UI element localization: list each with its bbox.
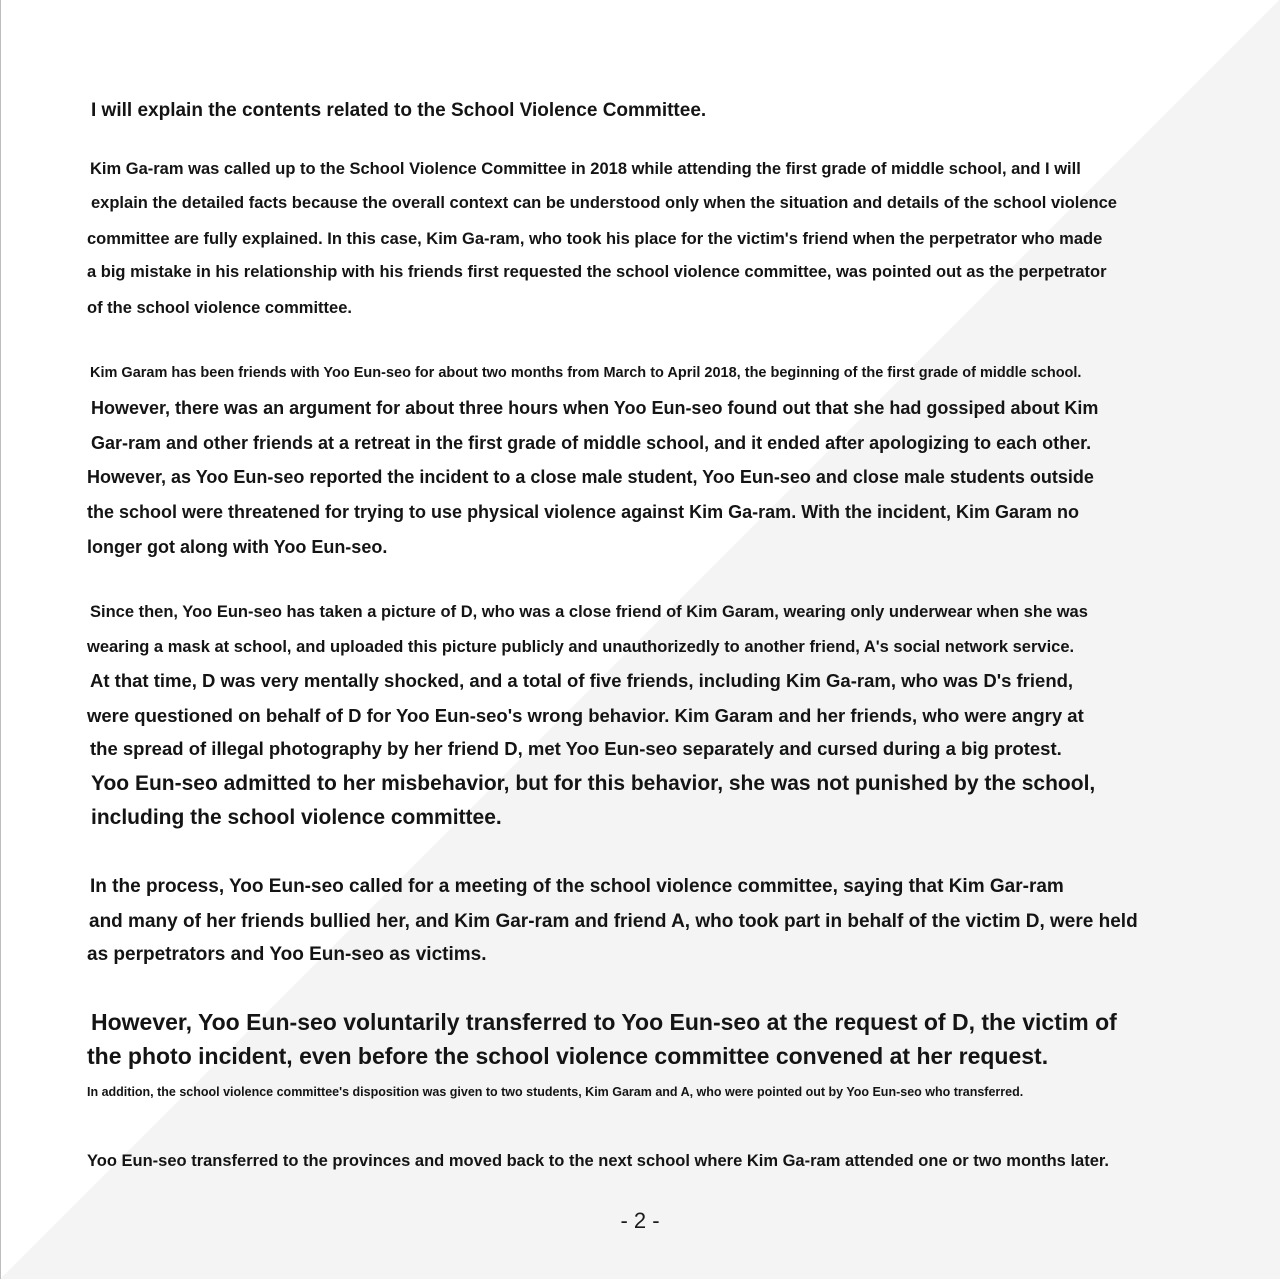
paragraph-line: the spread of illegal photography by her friend D, met Yoo Eun-seo separately and cursed during a big protest.: [90, 738, 1062, 759]
section-heading: I will explain the contents related to the School Violence Committee.: [91, 100, 707, 121]
paragraph-line: were questioned on behalf of D for Yoo Eun-seo's wrong behavior. Kim Garam and her friends, who were angry at: [87, 705, 1084, 726]
paragraph-line: the photo incident, even before the school violence committee convened at her request.: [87, 1043, 1049, 1069]
paragraph-line: Gar-ram and other friends at a retreat in the first grade of middle school, and it ended after apologizing to each other.: [91, 433, 1092, 453]
paragraph-line: wearing a mask at school, and uploaded this picture publicly and unauthorizedly to another friend, A's social network service.: [87, 638, 1075, 656]
paragraph-line: including the school violence committee.: [91, 806, 502, 829]
paragraph-line: Since then, Yoo Eun-seo has taken a picture of D, who was a close friend of Kim Garam, wearing only underwear when she was: [90, 603, 1088, 621]
paragraph-line: However, Yoo Eun-seo voluntarily transferred to Yoo Eun-seo at the request of D, the victim of: [91, 1009, 1117, 1035]
paragraph-line: Kim Ga-ram was called up to the School Violence Committee in 2018 while attending the first grade of middle school, and I will: [90, 160, 1081, 178]
paragraph-line: a big mistake in his relationship with his friends first requested the school violence committee, was pointed out as the perpetrator: [87, 263, 1107, 281]
paragraph-line: longer got along with Yoo Eun-seo.: [87, 537, 388, 557]
paragraph-line: At that time, D was very mentally shocked, and a total of five friends, including Kim Ga-ram, who was D's friend,: [90, 670, 1074, 691]
paragraph-line: However, there was an argument for about three hours when Yoo Eun-seo found out that she had gossiped about Kim: [91, 398, 1099, 418]
paragraph-line: However, as Yoo Eun-seo reported the incident to a close male student, Yoo Eun-seo and close male students outside: [87, 467, 1094, 487]
paragraph-line: as perpetrators and Yoo Eun-seo as victims.: [87, 944, 487, 965]
paragraph-disposition: In addition, the school violence committee's disposition was given to two students, Kim Garam and A, who were pointed out by Yoo Eun-seo who transferred.: [87, 1085, 1024, 1099]
paragraph-line: Kim Garam has been friends with Yoo Eun-seo for about two months from March to April 2018, the beginning of the first grade of middle school.: [90, 365, 1082, 381]
paragraph-line: Yoo Eun-seo admitted to her misbehavior, but for this behavior, she was not punished by the school,: [91, 772, 1096, 795]
paragraph-line: committee are fully explained. In this case, Kim Ga-ram, who took his place for the victim's friend when the perpetrator who made: [87, 230, 1103, 248]
page-number: - 2 -: [620, 1208, 660, 1233]
paragraph-line: of the school violence committee.: [87, 299, 352, 317]
paragraph-line: explain the detailed facts because the overall context can be understood only when the situation and details of the school violence: [91, 194, 1117, 212]
paragraph-return: Yoo Eun-seo transferred to the provinces and moved back to the next school where Kim Ga-ram attended one or two months later.: [87, 1152, 1109, 1170]
paragraph-line: and many of her friends bullied her, and Kim Gar-ram and friend A, who took part in behalf of the victim D, were held: [89, 911, 1138, 932]
paragraph-line: the school were threatened for trying to use physical violence against Kim Ga-ram. With the incident, Kim Garam no: [87, 502, 1080, 522]
paragraph-line: In the process, Yoo Eun-seo called for a meeting of the school violence committee, saying that Kim Gar-ram: [90, 876, 1064, 897]
